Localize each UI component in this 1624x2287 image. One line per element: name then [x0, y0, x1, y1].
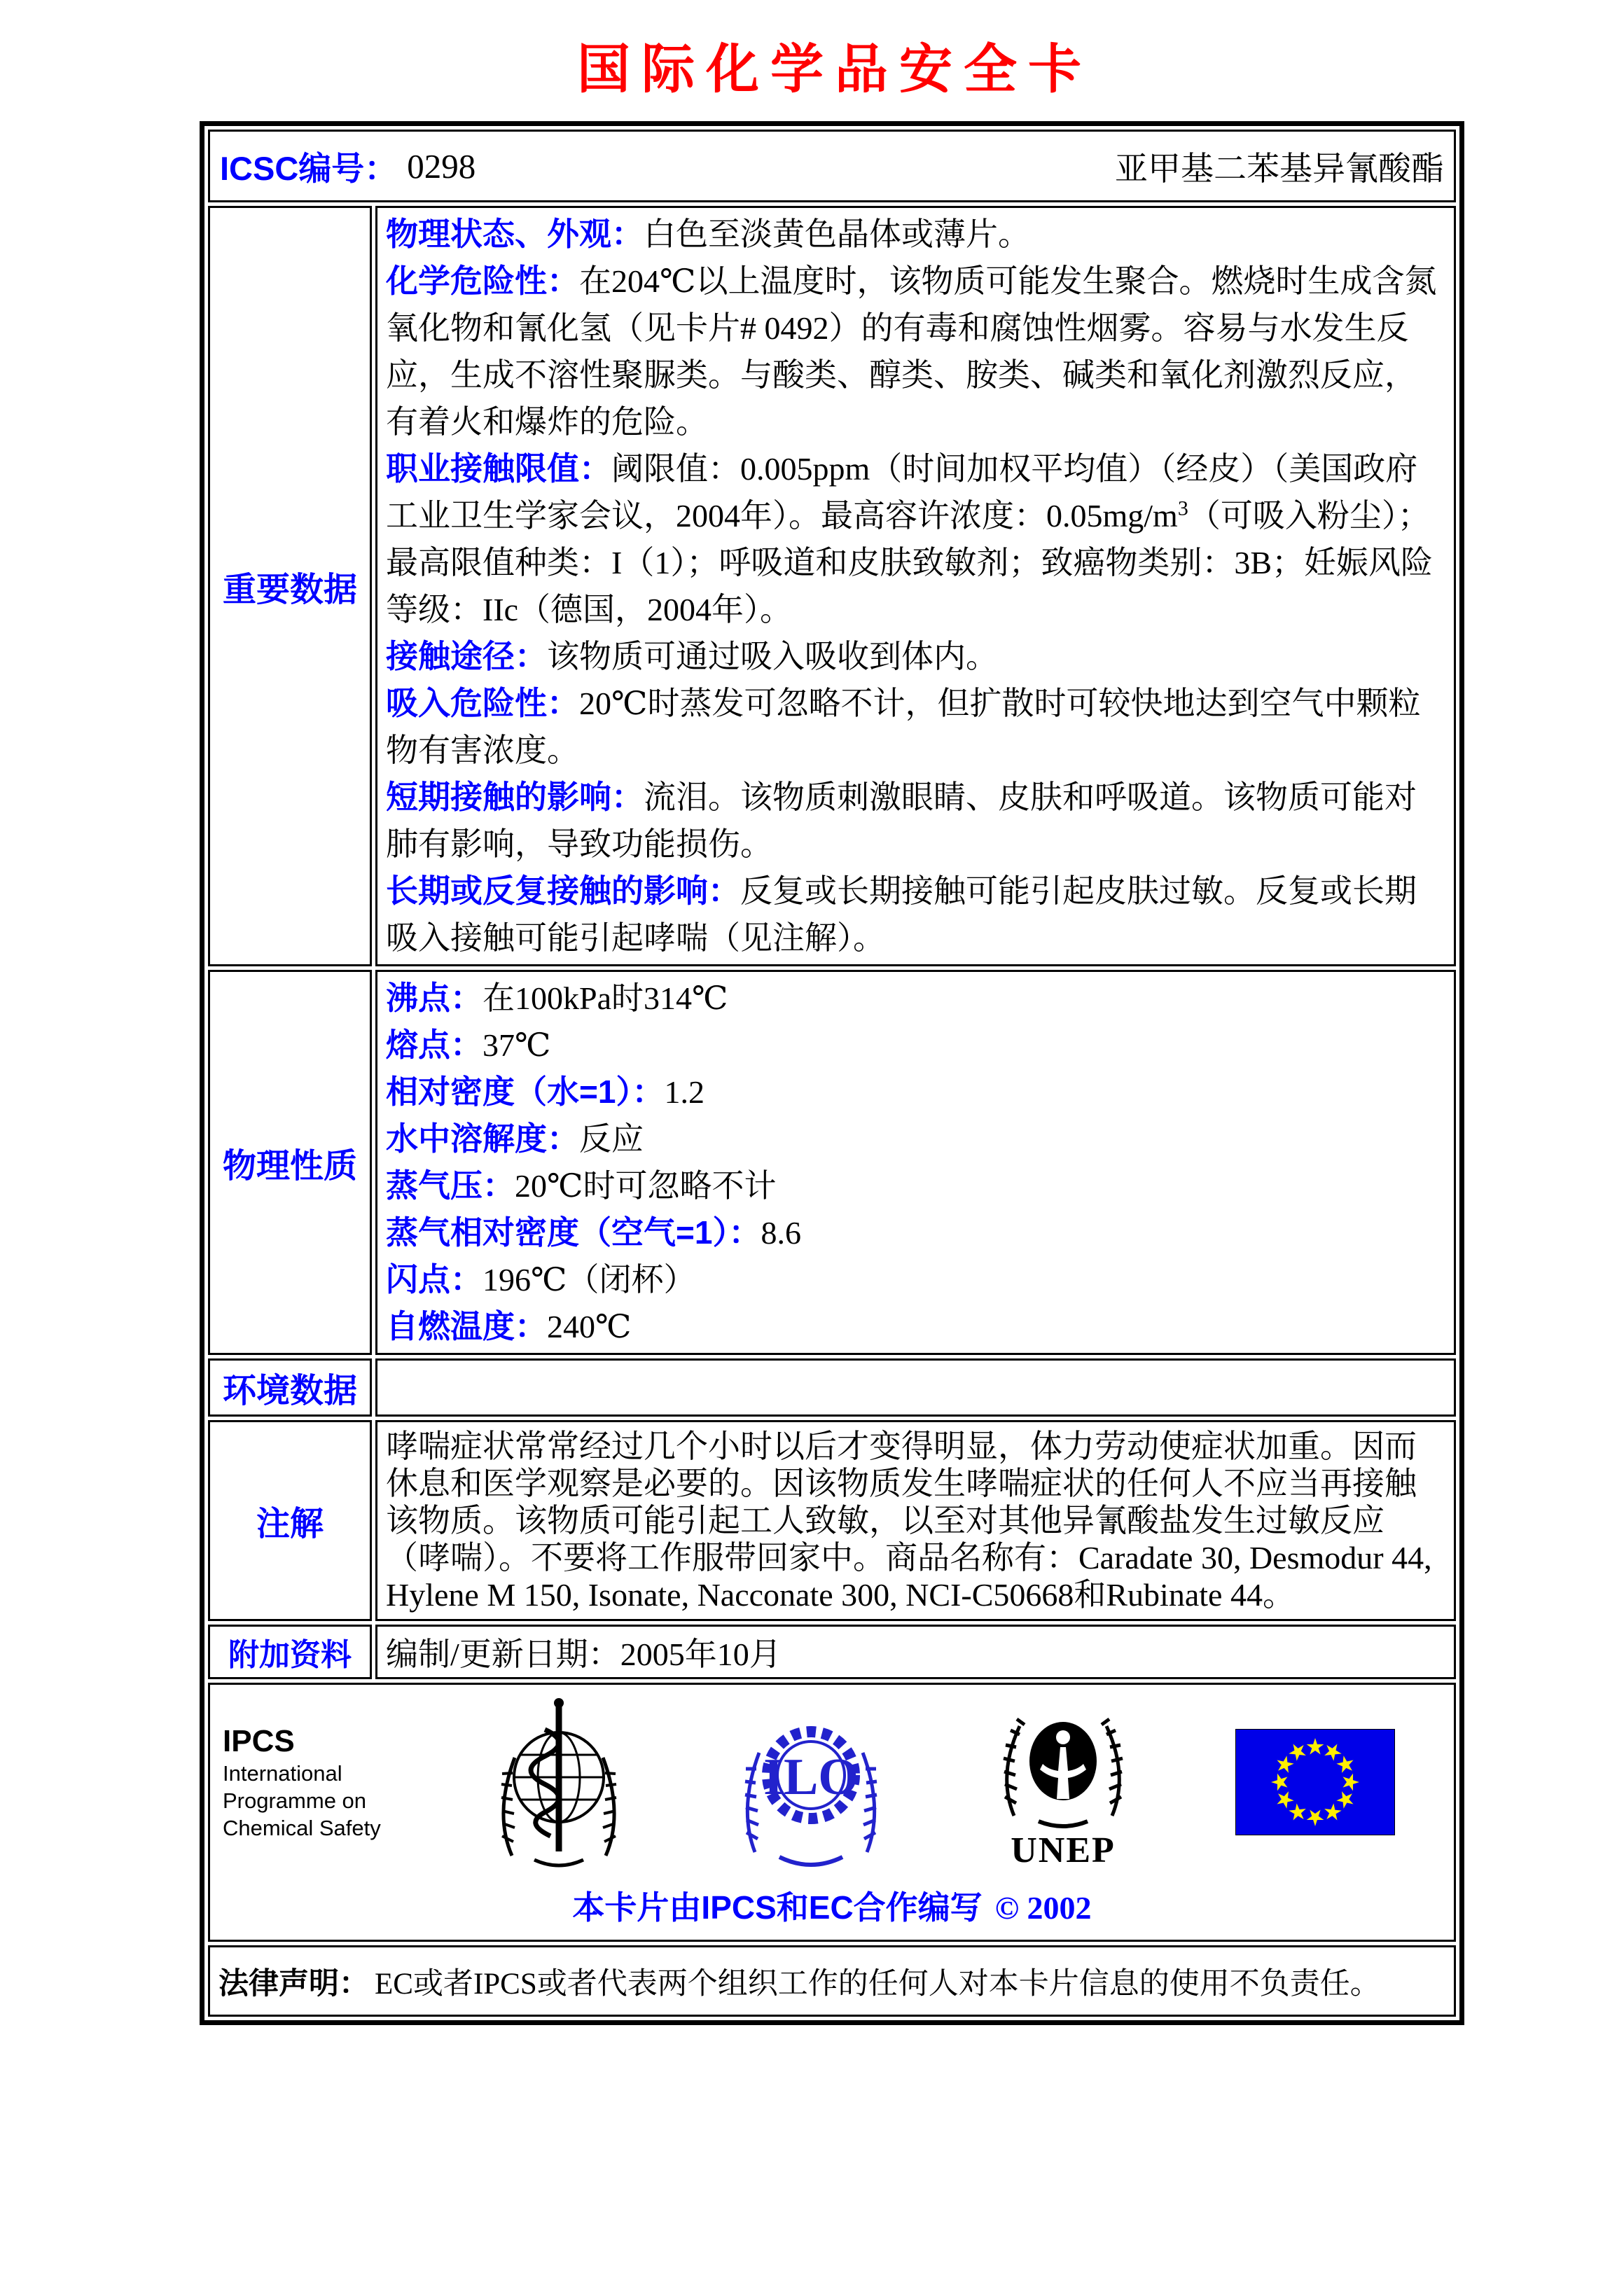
- additional-info-content: [375, 1625, 1456, 1679]
- text-line: 吸入危险性：20℃时蒸发可忽略不计，但扩散时可较快地达到空气中颗粒物有害浓度。: [386, 685, 1421, 768]
- text-line: 短期接触的影响：流泪。该物质刺激眼睛、皮肤和呼吸道。该物质可能对肺有影响，导致功能损伤。: [386, 779, 1417, 862]
- section-label-important-data: 重要数据: [208, 206, 372, 966]
- legal-row: [208, 1945, 1456, 2017]
- important-data-content: [375, 206, 1456, 966]
- unep-letters: UNEP: [1011, 1830, 1116, 1870]
- logos-row: [208, 1683, 1456, 1942]
- text-line: 熔点：37℃: [386, 1027, 551, 1063]
- ipcs-title: IPCS: [223, 1723, 295, 1758]
- who-logo-slot: [433, 1695, 685, 1870]
- header-row: [208, 130, 1456, 202]
- important-data-row: [208, 206, 1456, 966]
- caption-copyright: © 2002: [994, 1890, 1092, 1926]
- ilo-logo-slot: [685, 1695, 937, 1870]
- unep-logo-icon: [997, 1697, 1130, 1830]
- text-line: 哮喘症状常常经过几个小时以后才变得明显，体力劳动使症状加重。因而休息和医学观察是必要的。因该物质发生哮喘症状的任何人不应当再接触该物质。该物质可能引起工人致敏，以至对其他异氰酸盐发生过敏反应（哮喘）。不要将工作服带回家中。商品名称有：Caradate 30, Desmodur 44, Hylene M 150, Isonate, Nacconate 300, NCI-C50668和Rubinate 44。: [386, 1428, 1432, 1613]
- text-line: 蒸气压：20℃时可忽略不计: [386, 1167, 777, 1204]
- environmental-data-row: [208, 1358, 1456, 1417]
- environmental-data-content: [375, 1358, 1456, 1417]
- notes-row: [208, 1420, 1456, 1621]
- ilo-logo-icon: [741, 1695, 881, 1870]
- caption-line: [223, 1882, 1441, 1928]
- text-line: 接触途径：该物质可通过吸入吸收到体内。: [386, 638, 998, 674]
- ilo-letters: ILO: [763, 1749, 859, 1806]
- text-line: 编制/更新日期：2005年10月: [386, 1636, 782, 1672]
- ipcs-subtitle-line3: Chemical Safety: [223, 1815, 381, 1840]
- text-line: 化学危险性：在204℃以上温度时，该物质可能发生聚合。燃烧时生成含氮氧化物和氰化氢（见卡片# 0492）的有毒和腐蚀性烟雾。容易与水发生反应，生成不溶性聚脲类。与酸类、醇类、胺类、碱类和氧化剂激烈反应，有着火和爆炸的危险。: [386, 263, 1437, 440]
- text-line: 闪点：196℃（闭杯）: [386, 1261, 696, 1298]
- notes-content: [375, 1420, 1456, 1621]
- safety-card-table: [200, 121, 1464, 2025]
- physical-properties-content: [375, 970, 1456, 1355]
- text-line: 长期或反复接触的影响：反复或长期接触可能引起皮肤过敏。反复或长期吸入接触可能引起哮喘（见注解）。: [386, 873, 1417, 956]
- ipcs-text-block: [223, 1723, 433, 1842]
- ipcs-subtitle-line2: Programme on: [223, 1788, 367, 1813]
- icsc-number-label: ICSC编号：: [220, 149, 398, 187]
- text-line: 相对密度（水=1）：1.2: [386, 1073, 705, 1110]
- header-cell: [208, 130, 1456, 202]
- substance-name: 亚甲基二苯基异氰酸酯: [1115, 151, 1444, 188]
- icsc-number-value: 0298: [407, 146, 476, 186]
- caption-text: 本卡片由IPCS和EC合作编写: [572, 1889, 983, 1926]
- who-logo-icon: [492, 1695, 625, 1870]
- icsc-card-page: [0, 27, 1624, 2287]
- section-label-physical-properties: 物理性质: [208, 970, 372, 1355]
- page-title: 国际化学品安全卡: [577, 41, 1092, 99]
- text-line: 水中溶解度：反应: [386, 1120, 644, 1157]
- eu-flag-slot: [1189, 1729, 1441, 1835]
- unep-logo-slot: [937, 1697, 1189, 1868]
- additional-info-row: [208, 1625, 1456, 1679]
- text-line: 自燃温度：240℃: [386, 1308, 632, 1344]
- legal-label: 法律声明：: [218, 1966, 369, 2001]
- section-label-additional-info: 附加资料: [208, 1625, 372, 1679]
- text-line: 职业接触限值：阈限值：0.005ppm（时间加权平均值）（经皮）（美国政府工业卫生学家会议，2004年）。最高容许浓度：$0.05mg/m^3$（可吸入粉尘）；最高限值种类：I（1）；呼吸道和皮肤致敏剂；致癌物类别：3B；妊娠风险等级：IIc（德国，2004年）。: [386, 450, 1433, 627]
- eu-flag-icon: [1235, 1729, 1395, 1835]
- section-label-notes: 注解: [208, 1420, 372, 1621]
- section-label-environmental-data: 环境数据: [208, 1358, 372, 1417]
- text-line: 蒸气相对密度（空气=1）：8.6: [386, 1214, 801, 1251]
- text-line: 沸点：在100kPa时314℃: [386, 980, 728, 1016]
- text-line: 物理状态、外观：白色至淡黄色晶体或薄片。: [386, 216, 1030, 252]
- legal-cell: [208, 1945, 1456, 2017]
- physical-properties-row: [208, 970, 1456, 1355]
- logos-cell: [208, 1683, 1456, 1942]
- legal-text: EC或者IPCS或者代表两个组织工作的任何人对本卡片信息的使用不负责任。: [375, 1967, 1380, 2001]
- ipcs-subtitle-line1: International: [223, 1760, 342, 1786]
- icsc-number-group: [220, 143, 476, 190]
